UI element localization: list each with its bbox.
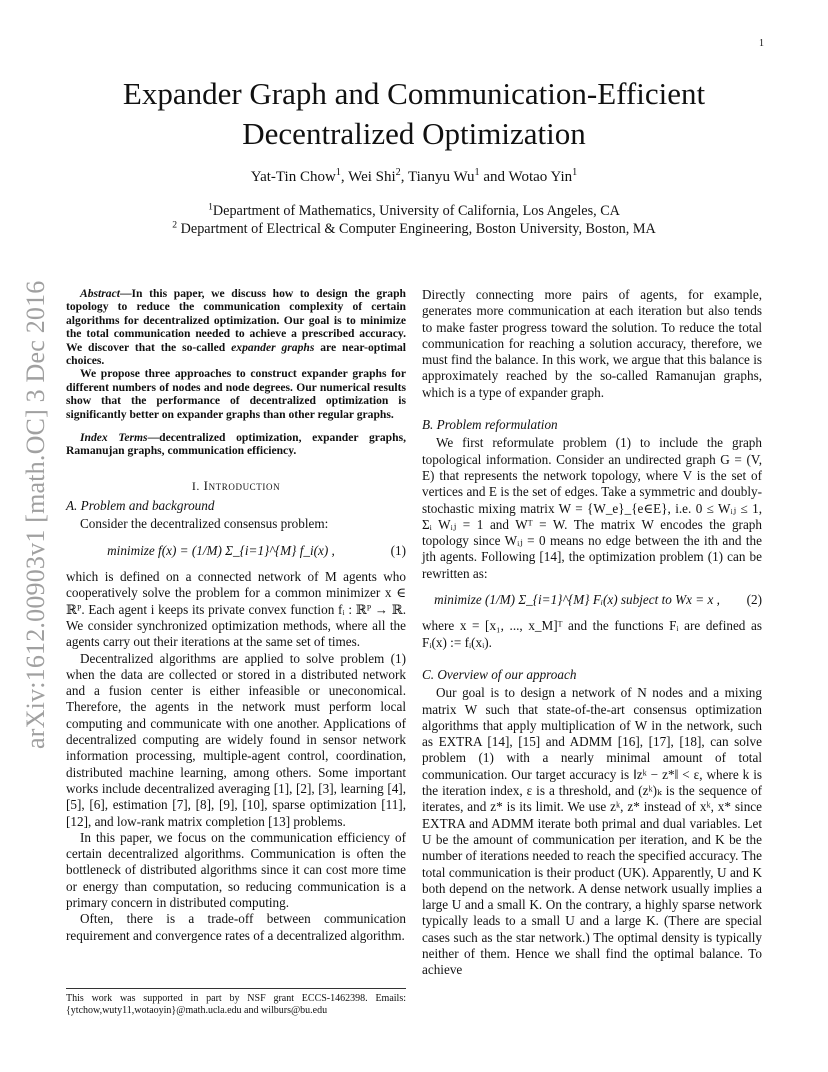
author-name: Yat-Tin Chow [250, 169, 336, 185]
abstract-text: are near-optimal choices. [66, 340, 406, 368]
equation-body: minimize f(x) = (1/M) Σ_{i=1}^{M} f_i(x) , [107, 542, 335, 558]
right-column [422, 287, 762, 979]
title-line-1: Expander Graph and Communication-Efficient [122, 76, 706, 111]
intro-sentence: Consider the decentralized consensus problem: [80, 516, 329, 532]
paper-title [70, 74, 758, 154]
body-paragraph: We first reformulate problem (1) to include the graph topological information. Consider an undirected graph G = (V, E) that represents the network topology, where V is the set of vertices and E is the set of edges. Take a symmetric and doubly-stochastic mixing matrix W = {W_e}_{e∈E}, i.e. 0 ≤ Wᵢⱼ ≤ 1, Σᵢ Wᵢⱼ = 1 and Wᵀ = W. The matrix W encodes the graph topology since Wᵢⱼ = 0 means no edge between the ith and the jth agents. Following [14], the optimization problem (1) can be rewritten as: [422, 435, 762, 581]
affiliation-1 [70, 203, 758, 220]
abstract-paragraph-2: We propose three approaches to construct expander graphs for different numbers of nodes and node degrees. Our numerical results show that the performance of decentralized optimization is significantly better on expander graphs than other regular graphs. [66, 367, 406, 421]
section-number: I. [191, 478, 201, 493]
equation-body: minimize (1/M) Σ_{i=1}^{M} Fᵢ(x) subject to Wx = x , [434, 592, 720, 608]
affiliation-2 [70, 221, 758, 238]
body-paragraph: where x = [x₁, ..., x_M]ᵀ and the functions Fᵢ are defined as Fᵢ(x) := fᵢ(xᵢ). [422, 618, 762, 650]
equation-2 [422, 592, 762, 608]
abstract-text: —In this paper, we discuss how to design the graph topology to reduce the communication complexity of certain algorithms for decentralized optimization. Our goal is to minimize the total communication needed to achieve a prescribed accuracy. We discover that the so-called [66, 287, 406, 354]
equation-1 [66, 543, 406, 559]
index-terms-text: —decentralized optimization, expander graphs, Ramanujan graphs, communication efficiency. [66, 431, 406, 458]
body-paragraph: which is defined on a connected network of M agents who cooperatively solve the problem for a common minimizer x ∈ ℝᴾ. Each agent i keeps its private convex function fᵢ : ℝᴾ → ℝ. We consider synchronized optimization methods, where all the agents carry out their iterations at the same set of times. [66, 569, 406, 650]
author-affil-mark: 1 [572, 167, 578, 178]
subsection-heading-c: C. Overview of our approach [422, 666, 577, 682]
author-separator: and [479, 169, 509, 185]
index-terms-label: Index Terms [80, 431, 148, 445]
left-column [66, 287, 406, 944]
section-title: Introduction [203, 477, 281, 493]
affiliation-text: Department of Mathematics, University of California, Los Angeles, CA [212, 203, 620, 219]
subsection-heading-a: A. Problem and background [66, 498, 215, 514]
affiliation-mark: 2 [172, 219, 178, 231]
equation-number: (1) [390, 542, 406, 558]
subsection-heading-b: B. Problem reformulation [422, 417, 558, 433]
body-paragraph: Directly connecting more pairs of agents, for example, generates more communication at each iteration but also tends to make faster progress toward the solution. To reduce the total communication for reaching a solution accuracy, therefore, we must find the balance. In this work, we argue that this balance is approximately reached by the so-called Ramanujan graphs, which is a type of expander graph. [422, 287, 762, 400]
arxiv-stamp[interactable]: arXiv:1612.00903v1 [math.OC] 3 Dec 2016 [21, 280, 50, 750]
equation-number: (2) [746, 592, 762, 608]
body-paragraph: Often, there is a trade-off between communication requirement and convergence rates of a decentralized algorithm. [66, 911, 406, 943]
author-name: Tianyu Wu [408, 169, 475, 185]
author-separator: , [400, 169, 408, 185]
author-affil-mark: 1 [474, 167, 480, 178]
author-name: Wotao Yin [508, 169, 573, 185]
author-list [70, 169, 758, 186]
affiliation-mark: 1 [208, 201, 213, 213]
body-paragraph: Decentralized algorithms are applied to solve problem (1) when the data are collected or stored in a distributed network and a fusion center is either infeasible or uneconomical. Therefore, the agents in the network must perform local computing and communicate with one another. Applications of decentralized computing are widely found in sensor network information processing, multiple-agent control, coordination, distributed machine learning, among others. Some important works include decentralized averaging [1], [2], [3], learning [4], [5], [6], estimation [7], [8], [9], [10], sparse optimization [11], [12], and low-rank matrix completion [13] problems. [66, 650, 406, 829]
author-name: Wei Shi [348, 169, 396, 185]
title-line-2: Decentralized Optimization [242, 116, 586, 151]
footnote: This work was supported in part by NSF grant ECCS-1462398. Emails: {ytchow,wuty11,wotaoyin}@math.ucla.edu and wilburs@bu.edu [66, 988, 406, 1017]
page-number: 1 [759, 38, 764, 49]
section-heading-introduction [66, 478, 406, 494]
author-separator: , [340, 169, 349, 185]
abstract-emphasis: expander graphs [231, 340, 315, 354]
author-affil-mark: 2 [395, 167, 401, 178]
abstract-label: Abstract [80, 287, 120, 300]
body-paragraph: Our goal is to design a network of N nodes and a mixing matrix W such that state-of-the-art consensus optimization algorithms that apply multiplication of W in the network, such as EXTRA [14], [15] and ADMM [16], [17], [18], can solve problem (1) with a nearly minimal amount of total communication. Our target accuracy is ‖zᵏ − z*‖ < ε, where k is the iteration index, ε is a threshold, and (zᵏ)ₖ is the sequence of iterates, and z* is its limit. We use zᵏ, z* instead of xᵏ, x* since EXTRA and ADMM iterate both primal and dual variables. Let U be the amount of communication per iteration, and K be the number of iterations needed to reach the specified accuracy. The total communication is their product (UK). Apparently, U and K both depend on the network. A dense network usually implies a large U and a small K. On the contrary, a highly sparse network typically leads to a small U and a large K. (There are special cases such as the star network.) The optimal density is typically neither of them. Hence we shall find the optimal balance. To achieve [422, 685, 762, 978]
index-terms [66, 431, 406, 458]
body-paragraph: In this paper, we focus on the communication efficiency of certain decentralized algorithms. Communication is often the bottleneck of distributed algorithms since it can cost more time or energy than computation, so reducing communication is a primary concern in distributed computing. [66, 829, 406, 910]
abstract-paragraph-1 [66, 287, 406, 367]
author-affil-mark: 1 [335, 167, 341, 178]
affiliation-text: Department of Electrical & Computer Engineering, Boston University, Boston, MA [177, 221, 656, 237]
